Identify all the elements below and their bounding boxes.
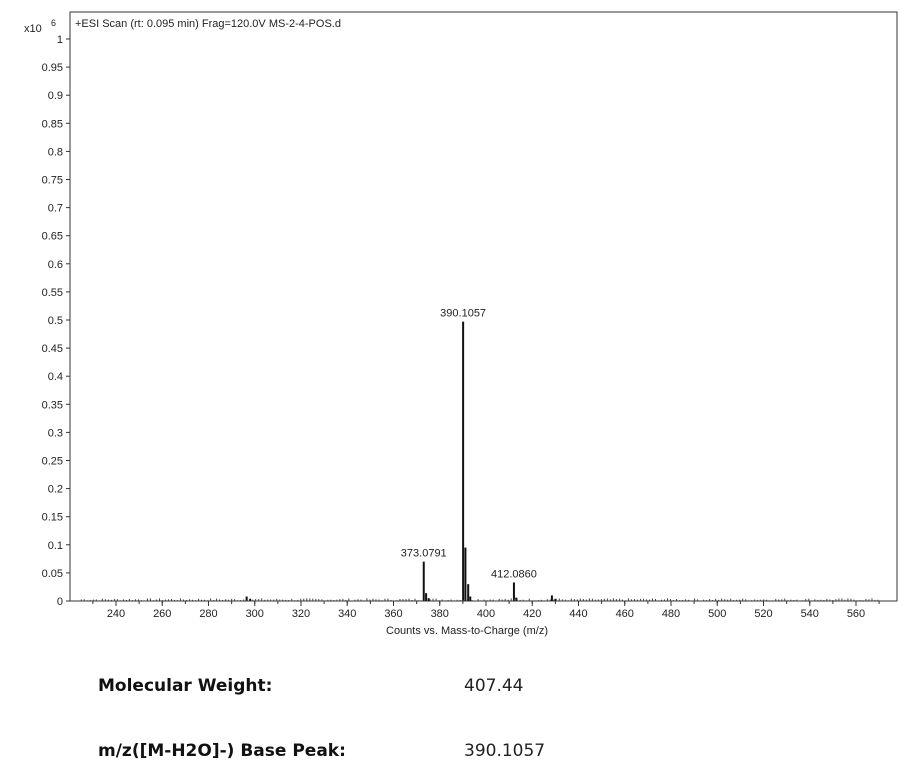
y-tick-label: 0.6 <box>47 258 63 271</box>
y-tick-label: 0.75 <box>41 174 63 187</box>
peak-label: 373.0791 <box>400 547 447 560</box>
y-tick-label: 0.1 <box>47 539 63 552</box>
x-tick-label: 420 <box>523 608 542 620</box>
x-tick-label: 280 <box>199 608 218 620</box>
y-tick-label: 0.05 <box>41 567 63 580</box>
y-tick-label: 0.4 <box>47 371 63 384</box>
peak-label: 412.0860 <box>491 568 537 581</box>
x-tick-label: 380 <box>430 608 449 620</box>
y-tick-label: 0.45 <box>41 343 63 356</box>
y-tick-label: 0.55 <box>41 286 63 299</box>
y-tick-label: 0.25 <box>41 455 63 468</box>
y-tick-label: 0.2 <box>47 483 63 496</box>
y-multiplier-exponent: 6 <box>51 18 57 28</box>
peak-label: 390.1057 <box>440 307 487 320</box>
y-tick-label: 0.95 <box>41 62 63 75</box>
x-tick-label: 240 <box>106 608 126 620</box>
molecular-weight-label: Molecular Weight: <box>98 676 273 696</box>
x-tick-label: 520 <box>754 608 773 620</box>
y-tick-label: 0.85 <box>41 118 63 131</box>
x-tick-label: 260 <box>153 608 172 620</box>
y-tick-label: 0.35 <box>41 399 63 412</box>
x-tick-label: 360 <box>384 608 403 620</box>
y-multiplier-base: x10 <box>24 23 42 35</box>
x-tick-label: 500 <box>708 608 727 620</box>
y-tick-label: 0.9 <box>47 90 63 103</box>
molecular-weight-value: 407.44 <box>464 676 524 696</box>
y-tick-label: 0.15 <box>41 511 63 524</box>
x-axis-label: Counts vs. Mass-to-Charge (m/z) <box>386 625 548 637</box>
molecular-weight-row <box>0 676 907 706</box>
base-peak-label: m/z([M-H2O]-) Base Peak: <box>98 741 346 761</box>
y-axis <box>42 34 70 608</box>
x-tick-label: 400 <box>476 608 496 620</box>
x-axis <box>93 601 879 620</box>
y-tick-label: 0 <box>56 596 63 608</box>
x-tick-label: 480 <box>661 608 681 620</box>
x-tick-label: 300 <box>245 608 264 620</box>
y-tick-label: 0.3 <box>47 427 63 440</box>
x-tick-label: 560 <box>846 608 866 620</box>
x-tick-label: 540 <box>800 608 819 620</box>
y-tick-label: 0.8 <box>47 146 63 159</box>
base-peak-row <box>0 741 907 771</box>
x-tick-label: 460 <box>615 608 634 620</box>
y-tick-label: 0.65 <box>41 230 63 243</box>
plot-area <box>70 12 897 601</box>
x-tick-label: 340 <box>338 608 357 620</box>
y-tick-label: 1 <box>56 34 63 46</box>
base-peak-value: 390.1057 <box>464 741 546 761</box>
chart-title: +ESI Scan (rt: 0.095 min) Frag=120.0V MS-2-4-POS.d <box>75 18 341 30</box>
y-tick-label: 0.5 <box>47 315 63 327</box>
x-tick-label: 320 <box>291 608 311 620</box>
x-tick-label: 440 <box>569 608 588 620</box>
y-tick-label: 0.7 <box>47 202 63 215</box>
